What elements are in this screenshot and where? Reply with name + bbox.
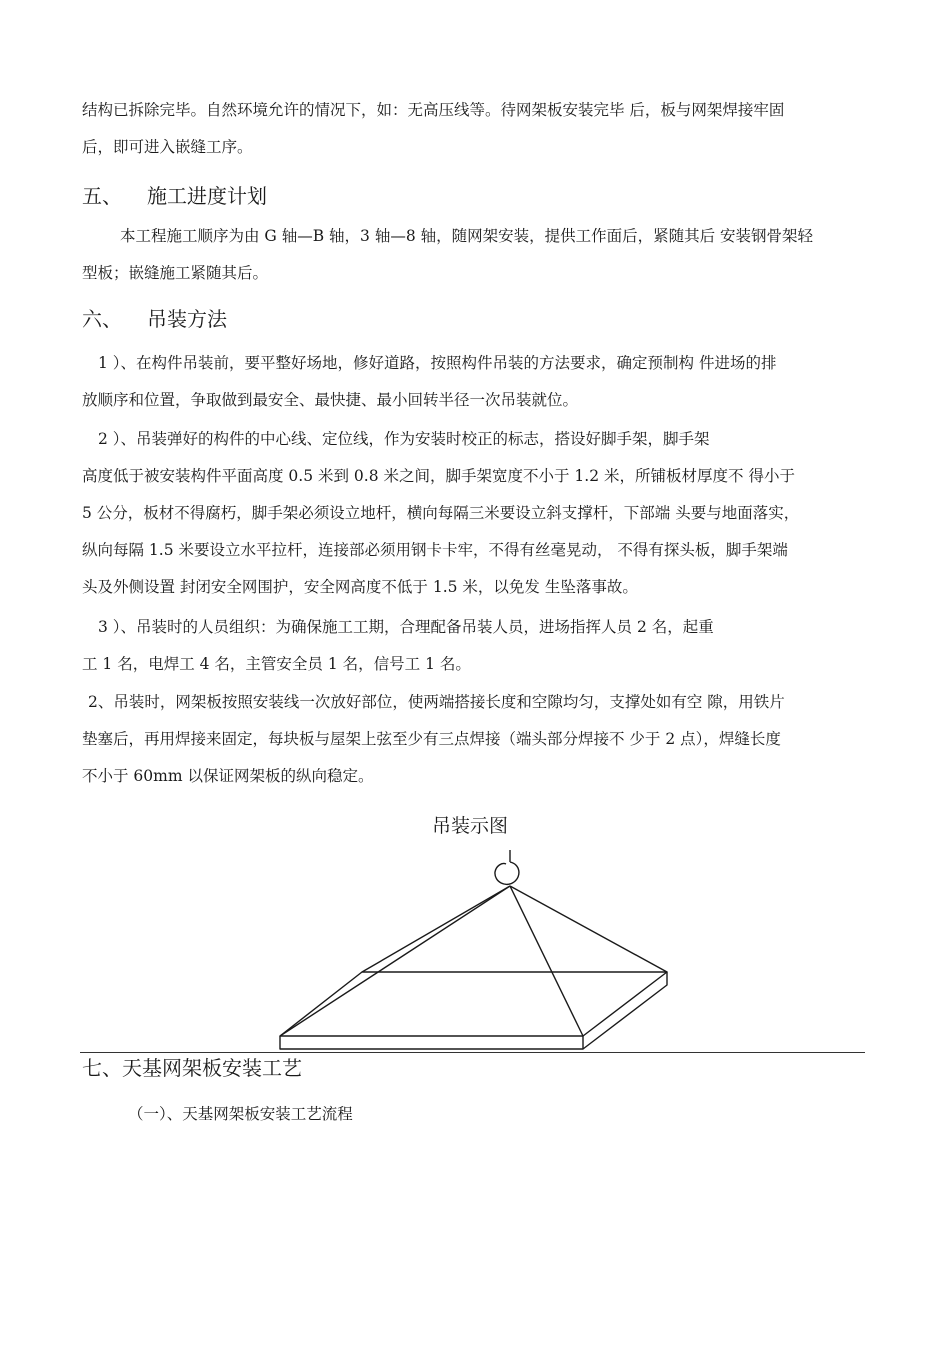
sling-line bbox=[510, 886, 667, 972]
paragraph-line: 垫塞后，再用焊接来固定，每块板与屋架上弦至少有三点焊接（端头部分焊接不 少于 2 点），焊缝长度 bbox=[82, 730, 781, 748]
paragraph-line: 后，即可进入嵌缝工序。 bbox=[82, 138, 253, 156]
paragraph-line: 型板；嵌缝施工紧随其后。 bbox=[82, 264, 269, 282]
paragraph-line: 1 ）、在构件吊装前，要平整好场地，修好道路，按照构件吊装的方法要求，确定预制构 件进场的排 bbox=[98, 354, 777, 372]
section-5-number: 五、 bbox=[82, 184, 122, 208]
sling-line bbox=[362, 886, 510, 972]
slab-top-face bbox=[280, 972, 667, 1036]
paragraph-line: 高度低于被安装构件平面高度 0.5 米到 0.8 米之间，脚手架宽度不小于 1.2 米，所铺板材厚度不 得小于 bbox=[82, 467, 795, 485]
paragraph-line: 工 1 名，电焊工 4 名，主管安全员 1 名，信号工 1 名。 bbox=[82, 655, 471, 673]
section-5-heading: 施工进度计划 bbox=[147, 184, 267, 208]
ground-line bbox=[80, 1052, 865, 1053]
hook-icon bbox=[495, 850, 519, 884]
paragraph-line: 2、吊装时，网架板按照安装线一次放好部位，使两端搭接长度和空隙均匀，支撑处如有空 隙，用铁片 bbox=[88, 693, 785, 711]
figure-title: 吊装示图 bbox=[432, 815, 509, 837]
sling-line bbox=[280, 886, 510, 1036]
paragraph-line: 不小于 60mm 以保证网架板的纵向稳定。 bbox=[82, 767, 374, 785]
paragraph-line: 结构已拆除完毕。自然环境允许的情况下，如：无高压线等。待网架板安装完毕 后，板与网架焊接牢固 bbox=[82, 101, 785, 119]
paragraph-line: 放顺序和位置，争取做到最安全、最快捷、最小回转半径一次吊装就位。 bbox=[82, 391, 579, 409]
sling-line bbox=[510, 886, 583, 1036]
paragraph-line: 纵向每隔 1.5 米要设立水平拉杆，连接部必须用钢卡卡牢，不得有丝毫晃动， 不得有探头板，脚手架端 bbox=[82, 541, 788, 559]
section-6-number: 六、 bbox=[82, 307, 122, 331]
paragraph-line: 本工程施工顺序为由 G 轴—B 轴，3 轴—8 轴，随网架安装，提供工作面后，紧随其后 安装钢骨架轻 bbox=[120, 227, 814, 245]
section-7-heading: 七、天基网架板安装工艺 bbox=[82, 1056, 302, 1080]
slab-side-front bbox=[280, 1036, 583, 1049]
paragraph-line: 5 公分，板材不得腐朽，脚手架必须设立地杆，横向每隔三米要设立斜支撑杆，下部端 头要与地面落实， bbox=[82, 504, 800, 522]
subsection-heading: （一）、天基网架板安装工艺流程 bbox=[128, 1105, 353, 1123]
slab-side-right bbox=[583, 972, 667, 1049]
paragraph-line: 2 ）、吊装弹好的构件的中心线、定位线，作为安装时校正的标志，搭设好脚手架，脚手架 bbox=[98, 430, 710, 448]
section-6-heading: 吊装方法 bbox=[147, 307, 227, 331]
paragraph-line: 3 ）、吊装时的人员组织：为确保施工工期，合理配备吊装人员，进场指挥人员 2 名，起重 bbox=[98, 618, 714, 636]
paragraph-line: 头及外侧设置 封闭安全网围护，安全网高度不低于 1.5 米，以免发 生坠落事故。 bbox=[82, 578, 638, 596]
